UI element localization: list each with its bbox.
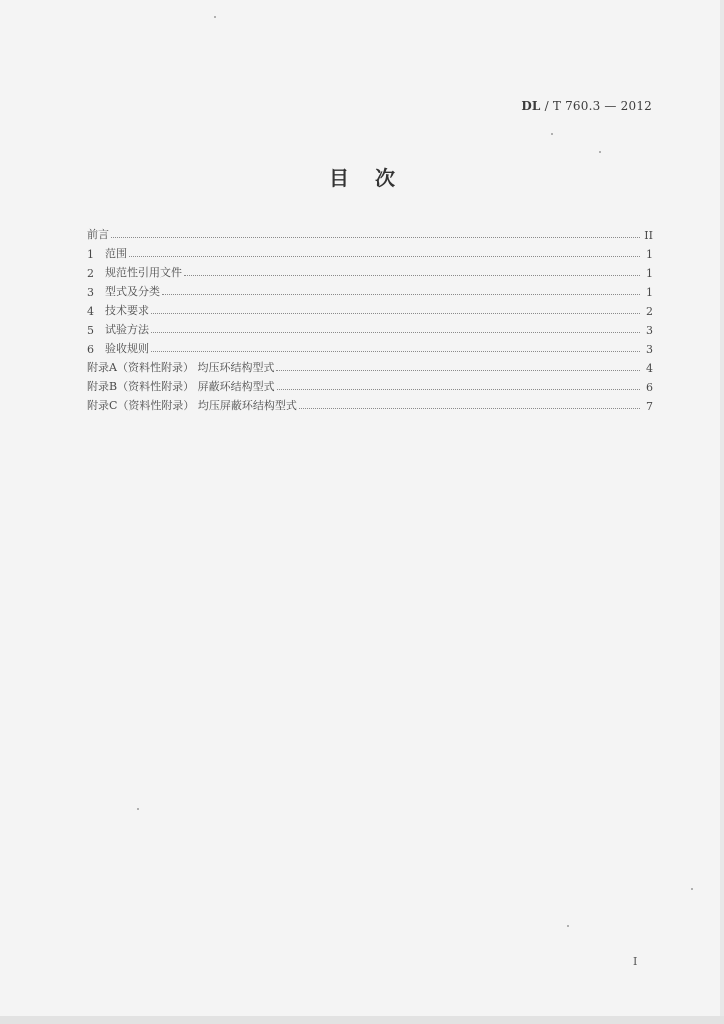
- toc-entry-page: 1: [646, 267, 653, 280]
- toc-entry-2[interactable]: [87, 261, 653, 280]
- table-of-contents: [87, 223, 653, 413]
- toc-leader-dots: [111, 236, 640, 238]
- toc-entry-page: 1: [646, 286, 653, 299]
- standard-code-prefix: DL: [521, 99, 541, 113]
- toc-entry-label: 范围: [105, 247, 127, 260]
- toc-leader-dots: [299, 407, 640, 409]
- toc-entry-label: 验收规则: [105, 342, 149, 355]
- toc-entry-5[interactable]: [87, 318, 653, 337]
- standard-code-rest: / T 760.3 — 2012: [540, 99, 652, 113]
- toc-entry-page: 7: [646, 400, 653, 413]
- toc-entry-appendix-a[interactable]: [87, 356, 653, 375]
- toc-entry-page: II: [644, 229, 653, 242]
- toc-title: 目次: [329, 166, 421, 190]
- standard-code: [521, 99, 652, 113]
- toc-leader-dots: [151, 312, 640, 314]
- toc-leader-dots: [151, 331, 640, 333]
- toc-entry-label: 技术要求: [105, 304, 149, 317]
- toc-entry-label: 规范性引用文件: [105, 266, 182, 279]
- scan-right-edge: [720, 0, 724, 1024]
- toc-entry-number: 1: [87, 248, 94, 261]
- toc-leader-dots: [184, 274, 640, 276]
- toc-entry-page: 4: [646, 362, 653, 375]
- toc-entry-label: 型式及分类: [105, 285, 160, 298]
- toc-entry-page: 3: [646, 343, 653, 356]
- scan-speck: [137, 808, 139, 810]
- scan-speck: [691, 888, 693, 890]
- toc-entry-number: 5: [87, 324, 94, 337]
- toc-entry-appendix-b[interactable]: [87, 375, 653, 394]
- toc-leader-dots: [151, 350, 640, 352]
- toc-entry-label: 试验方法: [105, 323, 149, 336]
- toc-entry-number: 3: [87, 286, 94, 299]
- toc-entry-1[interactable]: [87, 242, 653, 261]
- page-number: I: [633, 955, 638, 968]
- scan-speck: [567, 925, 569, 927]
- toc-entry-6[interactable]: [87, 337, 653, 356]
- toc-entry-label: 前言: [87, 228, 109, 241]
- scan-speck: [214, 16, 216, 18]
- toc-entry-label: 附录B（资料性附录） 屏蔽环结构型式: [87, 380, 275, 393]
- toc-entry-number: 4: [87, 305, 94, 318]
- toc-entry-page: 2: [646, 305, 653, 318]
- toc-leader-dots: [277, 388, 640, 390]
- toc-entry-label: 附录C（资料性附录） 均压屏蔽环结构型式: [87, 399, 297, 412]
- scan-bottom-edge: [0, 1016, 724, 1024]
- scan-speck: [551, 133, 553, 135]
- toc-entry-page: 3: [646, 324, 653, 337]
- toc-entry-4[interactable]: [87, 299, 653, 318]
- scan-speck: [599, 151, 601, 153]
- toc-entry-appendix-c[interactable]: [87, 394, 653, 413]
- toc-entry-label: 附录A（资料性附录） 均压环结构型式: [87, 361, 275, 374]
- toc-entry-number: 6: [87, 343, 94, 356]
- toc-entry-page: 1: [646, 248, 653, 261]
- toc-leader-dots: [129, 255, 640, 257]
- toc-entry-number: 2: [87, 267, 94, 280]
- toc-entry-page: 6: [646, 381, 653, 394]
- toc-leader-dots: [162, 293, 640, 295]
- toc-leader-dots: [276, 369, 640, 371]
- toc-entry-3[interactable]: [87, 280, 653, 299]
- toc-entry-preface[interactable]: [87, 223, 653, 242]
